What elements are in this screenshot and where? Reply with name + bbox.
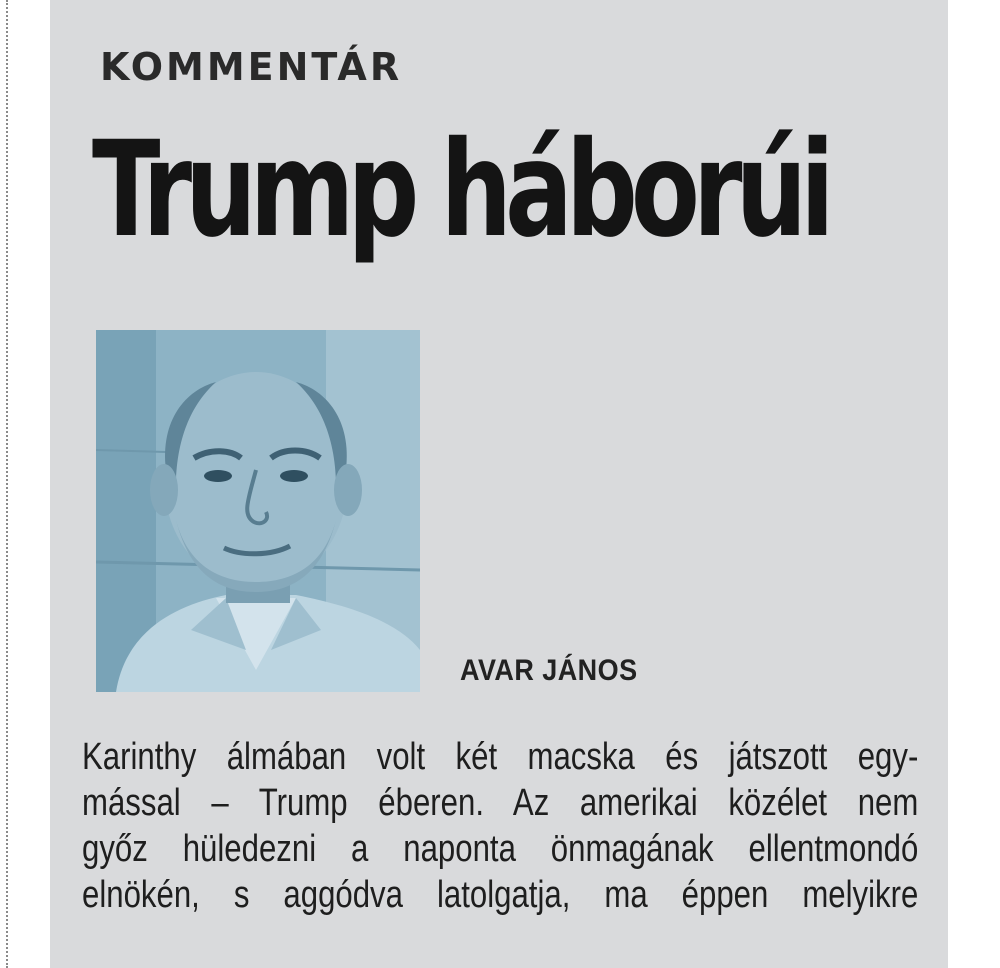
article-body (82, 734, 918, 918)
author-name: AVAR JÁNOS (460, 654, 638, 687)
author-photo (96, 330, 420, 692)
body-line (82, 826, 918, 872)
body-line (82, 780, 918, 826)
body-line-text: győz hüledezni a naponta önmagának ellentmondó (82, 828, 919, 870)
body-line (82, 734, 918, 780)
section-label: KOMMENTÁR (100, 45, 403, 89)
body-line (82, 872, 918, 918)
headline: Trump háborúi (92, 113, 828, 267)
body-line-text: mással – Trump éberen. Az amerikai közélet nem (82, 782, 919, 824)
body-line-text: elnökén, s aggódva latolgatja, ma éppen melyikre (82, 874, 919, 916)
page-border (6, 0, 8, 968)
body-line-text: Karinthy álmában volt két macska és játszott egy- (82, 736, 919, 778)
